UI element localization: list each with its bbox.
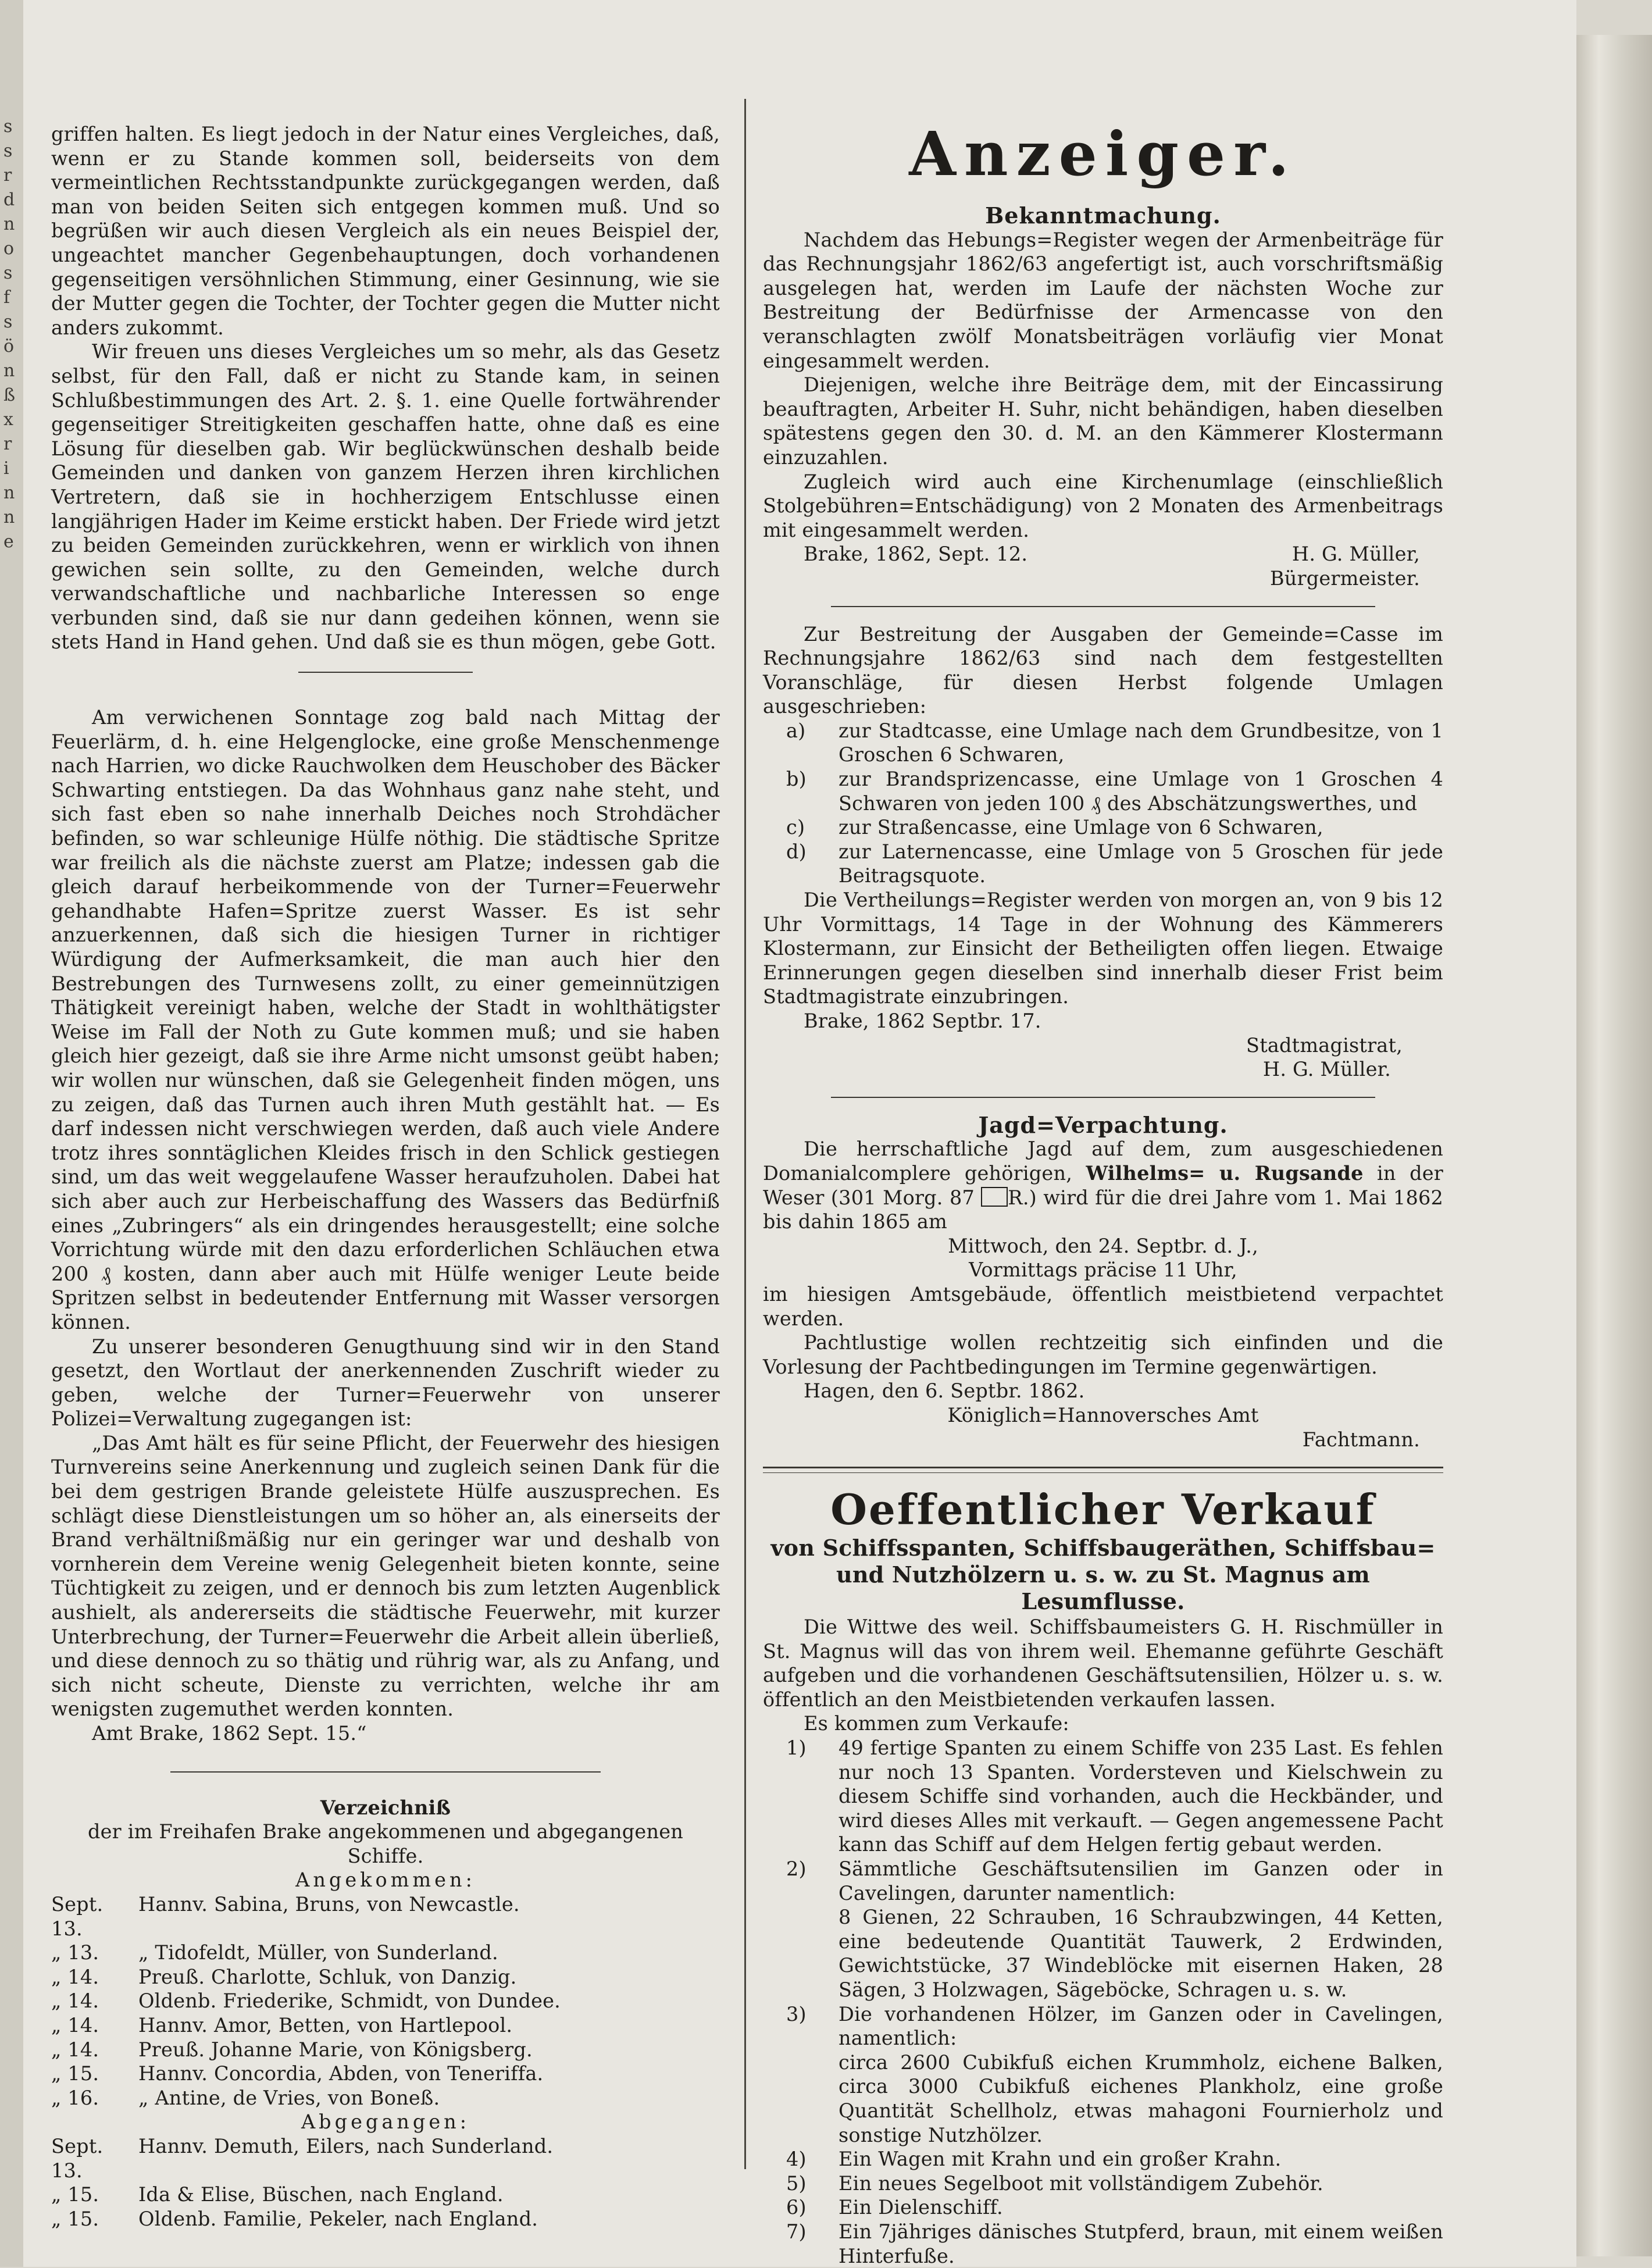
bekanntmachung-paragraph-1: Nachdem das Hebungs=Register wegen der Armenbeiträge für das Rechnungsjahr 1862/63 angefertigt ist, auch vorschriftsmäßig ausgelegen hat, werden im Laufe der nächsten Woche zur Bestreitung der Bedürfnisse der Armencasse von den veranschlagten zwölf Monatsbeiträgen vorläufig vier Monat eingesammelt werden. xyxy=(763,228,1443,372)
jagd-paragraph-2: im hiesigen Amtsgebäude, öffentlich meistbietend verpachtet werden. xyxy=(763,1282,1443,1330)
ship-entry: Hannv. Demuth, Eilers, nach Sunderland. xyxy=(138,2134,554,2158)
jagd-paragraph-3: Pachtlustige wollen rechtzeitig sich einfinden und die Vorlesung der Pachtbedingungen im Termine gegenwärtigen. xyxy=(763,1331,1443,1378)
verkauf-subtitle: von Schiffsspanten, Schiffsbaugeräthen, Schiffsbau= und Nutzhölzern u. s. w. zu St. Magnus am Lesumflusse. xyxy=(770,1535,1436,1615)
ship-entry: Preuß. Charlotte, Schluk, von Danzig. xyxy=(138,1965,517,1988)
article-feuer-paragraph-2: Zu unserer besonderen Genugthuung sind wir in den Stand gesetzt, den Wortlaut der anerkennenden Zuschrift wieder zu geben, welche der Turner=Feuerwehr von unserer Polizei=Verwaltung zugegangen ist: xyxy=(51,1335,720,1431)
ship-date: „ 15. xyxy=(51,2183,99,2206)
verkauf-item xyxy=(763,2147,1443,2171)
ship-date: „ 16. xyxy=(51,2086,99,2109)
umlage-signature-1: Stadtmagistrat, xyxy=(1246,1033,1403,1057)
ship-date: „ 14. xyxy=(51,1989,99,2013)
bekanntmachung-signature-title: Bürgermeister. xyxy=(1269,566,1420,590)
ship-entry: Oldenb. Friederike, Schmidt, von Dundee. xyxy=(138,1989,561,2013)
bekanntmachung-title: Bekanntmachung. xyxy=(985,202,1221,229)
verkauf-item xyxy=(763,2220,1443,2268)
ship-row xyxy=(51,2207,720,2231)
verkauf-item xyxy=(763,1905,1443,2002)
margin-letter: i xyxy=(3,458,9,479)
ships-list-title: Verzeichniß xyxy=(320,1796,451,1819)
arrived-ships-list xyxy=(51,1892,720,2110)
ship-date: „ 14. xyxy=(51,1965,99,1988)
umlage-list xyxy=(763,719,1443,888)
verkauf-item-text: Die vorhandenen Hölzer, im Ganzen oder in Cavelingen, namentlich: xyxy=(839,2002,1443,2050)
verkauf-paragraph-2: Es kommen zum Verkaufe: xyxy=(804,1712,1069,1735)
ship-date: „ 14. xyxy=(51,2038,99,2061)
ship-entry: Hannv. Amor, Betten, von Hartlepool. xyxy=(138,2013,513,2037)
verkauf-item-text: 49 fertige Spanten zu einem Schiffe von 235 Last. Es fehlen nur noch 13 Spanten. Vordersteven und Kielschwein zu diesem Schiffe sind vorhanden, auch die Heckbänder, und wird dieses Alles mit verkauft. — Gegen angemessene Pacht kann das Schiff auf dem Helgen fertig gebaut werden. xyxy=(839,1736,1443,1856)
jagd-text-c: in der Weser (301 Morg. 87 xyxy=(763,1161,1443,1209)
jagd-paragraph-1 xyxy=(763,1137,1443,1233)
umlage-paragraph-2: Die Vertheilungs=Register werden von morgen an, von 9 bis 12 Uhr Vormittags, 14 Tage in der Wohnung des Kämmerers Klostermann, zur Einsicht der Betheiligten offen liegen. Etwaige Erinnerungen gegen dieselben sind innerhalb dieser Frist beim Stadtmagistrate einzubringen. xyxy=(763,889,1443,1008)
verkauf-item-text: Ein neues Segelboot mit vollständigem Zubehör. xyxy=(839,2171,1323,2195)
page-edge-shadow xyxy=(1576,35,1652,2256)
umlage-item-text: zur Brandsprizencasse, eine Umlage von 1 Groschen 4 Schwaren von jeden 100 ₰ des Abschätzungswerthes, und xyxy=(839,768,1443,815)
verkauf-item-mark: 6) xyxy=(786,2196,807,2219)
verkauf-title: Oeffentlicher Verkauf xyxy=(830,1485,1376,1535)
jagd-text-d: R.) wird für die drei Jahre vom 1. Mai 1862 bis dahin 1865 am xyxy=(763,1186,1443,1233)
ship-entry: Preuß. Johanne Marie, von Königsberg. xyxy=(138,2038,533,2061)
umlage-signature-2: H. G. Müller. xyxy=(1262,1058,1391,1081)
margin-letter: s xyxy=(3,116,13,137)
ship-date: „ 15. xyxy=(51,2207,99,2230)
umlage-paragraph-1: Zur Bestreitung der Ausgaben der Gemeinde=Casse im Rechnungsjahre 1862/63 sind nach dem festgestellten Voranschläge, für diesen Herbst folgende Umlagen ausgeschrieben: xyxy=(763,622,1443,718)
verkauf-item-mark: 3) xyxy=(786,2002,807,2025)
ship-row xyxy=(51,2062,720,2086)
section-divider-double xyxy=(763,1467,1443,1473)
margin-letter: e xyxy=(3,532,14,552)
ship-entry: Hannv. Sabina, Bruns, von Newcastle. xyxy=(138,1892,520,1916)
verkauf-item-mark: 4) xyxy=(786,2148,807,2171)
ships-list-subtitle: der im Freihafen Brake angekommenen und abgegangenen Schiffe. xyxy=(87,1820,684,1867)
umlage-item xyxy=(763,719,1443,767)
umlage-item xyxy=(763,840,1443,888)
departed-ships-list xyxy=(51,2134,720,2231)
bekanntmachung-signature: H. G. Müller, xyxy=(1291,543,1420,566)
jagd-date-1: Mittwoch, den 24. Septbr. d. J., xyxy=(948,1234,1258,1257)
margin-letter: d xyxy=(3,190,15,210)
section-divider xyxy=(298,672,473,673)
ship-date: „ 13. xyxy=(51,1941,99,1964)
umlage-item-mark: a) xyxy=(786,719,806,742)
ship-date: Sept. 13. xyxy=(51,1892,104,1940)
section-divider xyxy=(831,1097,1375,1098)
jagd-place-date: Hagen, den 6. Septbr. 1862. xyxy=(804,1379,1085,1403)
verkauf-paragraph-1: Die Wittwe des weil. Schiffsbaumeisters G. H. Rischmüller in St. Magnus will das von ihrem weil. Ehemanne geführte Geschäft aufgeben und die vorhandenen Geschäftsutensilien, Hölzer u. s. w. öffentlich an den Meistbietenden verkaufen lassen. xyxy=(763,1616,1443,1711)
umlage-item-text: zur Laternencasse, eine Umlage von 5 Groschen für jede Beitragsquote. xyxy=(839,840,1443,887)
ship-entry: „ Tidofeldt, Müller, von Sunderland. xyxy=(138,1941,498,1964)
jagd-text-a: Die herrschaftliche Jagd auf dem, zum ausgeschiedenen Domanialcomplere gehörigen, xyxy=(763,1137,1443,1185)
left-column xyxy=(51,122,720,2231)
margin-letter: o xyxy=(3,238,15,259)
margin-letter: r xyxy=(3,165,12,186)
margin-letter: s xyxy=(3,312,13,332)
margin-letter: n xyxy=(3,214,15,234)
umlage-item-mark: c) xyxy=(786,816,805,839)
margin-letter: x xyxy=(3,409,13,430)
ship-row xyxy=(51,1965,720,1989)
bekanntmachung-place-date: Brake, 1862, Sept. 12. xyxy=(804,543,1028,566)
verkauf-list xyxy=(763,1736,1443,2268)
adjacent-page-strip xyxy=(0,0,24,2267)
umlage-item-text: zur Stadtcasse, eine Umlage nach dem Grundbesitze, von 1 Groschen 6 Schwaren, xyxy=(839,719,1443,766)
margin-letter: s xyxy=(3,141,13,161)
article-feuer-quote: „Das Amt hält es für seine Pflicht, der Feuerwehr des hiesigen Turnvereins seine Anerkennung und zugleich seinen Dank für die bei dem gestrigen Brande geleistete Hülfe auszusprechen. Es schlägt diese Dienstleistungen um so höher an, als einerseits der Brand verhältnißmäßig nur ein geringer war und deshalb von vornherein dem Vereine wenig Gelegenheit bieten konnte, seine Tüchtigkeit zu zeigen, und er dennoch bis zum letzten Augenblick aushielt, als andererseits die städtische Feuerwehr, mit kurzer Unterbrechung, der Turner=Feuerwehr die Arbeit allein überließ, und diese dennoch zu so thätig und rührig war, als zu Anfang, und sich nicht scheute, Dienste zu verrichten, welche ihr am wenigsten zugemuthet werden konnten. xyxy=(51,1431,720,1721)
ship-entry: Oldenb. Familie, Pekeler, nach England. xyxy=(138,2207,538,2230)
verkauf-item xyxy=(763,1736,1443,1857)
margin-letter: n xyxy=(3,483,15,503)
jagd-signature: Fachtmann. xyxy=(1302,1428,1420,1451)
verkauf-item-text: 8 Gienen, 22 Schrauben, 16 Schraubzwingen, 44 Ketten, eine bedeutende Quantität Tauwerk, 2 Erdwinden, Gewichtstücke, 37 Windeblöcke mit eisernen Haken, 28 Sägen, 3 Holzwagen, Sägeböcke, Schragen u. s. w. xyxy=(839,1906,1443,2001)
verkauf-item-text: Ein Dielenschiff. xyxy=(839,2196,1003,2219)
umlage-item-mark: b) xyxy=(786,768,807,791)
margin-letter: n xyxy=(3,361,15,381)
margin-letter: ö xyxy=(3,336,15,356)
verkauf-item xyxy=(763,1857,1443,1905)
ship-row xyxy=(51,2038,720,2062)
article-feuer-signature: Amt Brake, 1862 Sept. 15.“ xyxy=(92,1722,367,1745)
verkauf-item-mark xyxy=(763,1905,839,2002)
column-divider xyxy=(744,99,746,2169)
article-vergleich-paragraph-2: Wir freuen uns dieses Vergleiches um so mehr, als das Gesetz selbst, für den Fall, daß er nicht zu Stande kam, in seinen Schlußbestimmungen des Art. 2. §. 1. eine Quelle fortwährender gegenseitiger Streitigkeiten geschaffen hatte, ohne daß es eine Lösung für dieselben gab. Wir beglückwünschen deshalb beide Gemeinden und danken von ganzem Herzen ihren kirchlichen Vertretern, daß sie in hochherzigem Entschlusse einen langjährigen Hader im Keime erstickt haben. Der Friede wird jetzt zu beiden Gemeinden zurückkehren, wenn er wirklich von ihnen gewichen sein sollte, zu den Gemeinden, welche durch verwandschaftliche und nachbarliche Interessen so enge verbunden sind, daß sie nur dann gedeihen können, wenn sie stets Hand in Hand gehen. Und daß sie es thun mögen, gebe Gott. xyxy=(51,340,720,654)
verkauf-item-mark: 7) xyxy=(786,2220,807,2243)
umlage-item-text: zur Straßencasse, eine Umlage von 6 Schwaren, xyxy=(839,816,1323,839)
jagd-location: Wilhelms= u. Rugsande xyxy=(1086,1161,1364,1185)
ship-row xyxy=(51,1892,720,1941)
verkauf-item-mark: 2) xyxy=(786,1857,807,1881)
section-divider xyxy=(170,1771,601,1773)
square-rod-symbol xyxy=(981,1187,1008,1207)
newspaper-page xyxy=(23,0,1576,2267)
umlage-item xyxy=(763,815,1443,840)
bekanntmachung-footer xyxy=(763,542,1443,566)
verkauf-item xyxy=(763,2002,1443,2051)
ship-entry: „ Antine, de Vries, von Boneß. xyxy=(138,2086,440,2109)
ship-date: „ 15. xyxy=(51,2062,99,2085)
umlage-item-mark: d) xyxy=(786,840,807,863)
article-feuer-paragraph-1: Am verwichenen Sonntage zog bald nach Mittag der Feuerlärm, d. h. eine Helgenglocke, eine große Menschenmenge nach Harrien, wo dicke Rauchwolken dem Heuschober des Bäcker Schwarting entstiegen. Da das Wohnhaus ganz nahe steht, und sich fast eben so nahe innerhalb Deiches noch Strohdächer befinden, so war schleunige Hülfe nöthig. Die städtische Spritze war freilich als die nächste zuerst am Platze; indessen gab die gleich darauf herbeikommende von der Turner=Feuerwehr gehandhabte Hafen=Spritze zuerst Wasser. Es ist sehr anzuerkennen, daß sich die hiesigen Turner in richtiger Würdigung der Aufmerksamkeit, die man auch hier den Bestrebungen des Turnwesens zollt, zu einer gemeinnützigen Thätigkeit vereinigt haben, welche der Stadt in wohlthätigster Weise im Fall der Noth zu Gute kommen muß; und sie haben gleich hier gezeigt, daß sie ihre Arme nicht umsonst geübt haben; wir wollen nur wünschen, daß sie Gelegenheit finden mögen, uns zu zeigen, daß das Turnen auch ihren Muth gestählt hat. — Es darf indessen nicht verschwiegen werden, daß auch viele Andere trotz ihres sonntäglichen Kleides frisch in den Schlick gestiegen sind, um das weit weggelaufene Wasser heraufzuholen. Dabei hat sich aber auch zur Herbeischaffung des Wassers das Bedürfniß eines „Zubringers“ als ein dringendes herausgestellt; eine solche Vorrichtung würde mit den dazu erforderlichen Schläuchen etwa 200 ₰ kosten, dann aber auch mit Hülfe weniger Leute beide Spritzen selbst in bedeutender Entfernung mit Wasser versorgen können. xyxy=(51,706,720,1333)
margin-letter: ß xyxy=(3,385,16,405)
verkauf-item-mark: 1) xyxy=(786,1736,807,1760)
ship-date: Sept. 13. xyxy=(51,2134,104,2182)
umlage-place-date: Brake, 1862 Septbr. 17. xyxy=(804,1010,1041,1032)
section-divider xyxy=(831,606,1375,607)
verkauf-item-mark: 5) xyxy=(786,2171,807,2195)
departed-heading: Abgegangen: xyxy=(301,2110,470,2134)
umlage-item xyxy=(763,767,1443,815)
bekanntmachung-paragraph-3: Zugleich wird auch eine Kirchenumlage (einschließlich Stolgebühren=Entschädigung) von 2 Monaten des Armenbeitrags mit eingesammelt werden. xyxy=(763,470,1443,541)
verkauf-item-text: Sämmtliche Geschäftsutensilien im Ganzen oder in Cavelingen, darunter namentlich: xyxy=(839,1857,1443,1905)
jagd-amt: Königlich=Hannoversches Amt xyxy=(947,1403,1259,1427)
verkauf-item-mark xyxy=(763,2051,839,2147)
arrived-heading: Angekommen: xyxy=(295,1868,476,1892)
jagd-title: Jagd=Verpachtung. xyxy=(978,1111,1228,1138)
ship-row xyxy=(51,2086,720,2110)
margin-letter: s xyxy=(3,263,13,283)
ship-row xyxy=(51,2013,720,2038)
verkauf-item xyxy=(763,2051,1443,2147)
ship-row xyxy=(51,2183,720,2207)
verkauf-item-text: circa 2600 Cubikfuß eichen Krummholz, eichene Balken, circa 3000 Cubikfuß eichenes Plankholz, eine große Quantität Schellholz, etwas mahagoni Fournierholz und sonstige Nutzhölzer. xyxy=(839,2051,1443,2146)
right-column xyxy=(763,118,1443,2268)
ship-row xyxy=(51,1989,720,2013)
bekanntmachung-paragraph-2: Diejenigen, welche ihre Beiträge dem, mit der Eincassirung beauftragten, Arbeiter H. Suhr, nicht behändigen, haben dieselben spätestens gegen den 30. d. M. an den Kämmerer Klostermann einzuzahlen. xyxy=(763,373,1443,469)
jagd-date-2: Vormittags präcise 11 Uhr, xyxy=(969,1258,1237,1282)
ship-row xyxy=(51,2134,720,2183)
ship-entry: Ida & Elise, Büschen, nach England. xyxy=(138,2183,504,2206)
margin-letter: f xyxy=(3,287,10,308)
verkauf-item-text: Ein Wagen mit Krahn und ein großer Krahn. xyxy=(839,2148,1282,2171)
ship-date: „ 14. xyxy=(51,2013,99,2037)
verkauf-item xyxy=(763,2195,1443,2220)
ship-entry: Hannv. Concordia, Abden, von Teneriffa. xyxy=(138,2062,544,2085)
margin-letter: n xyxy=(3,507,15,527)
ship-row xyxy=(51,1941,720,1965)
article-vergleich-paragraph-1: griffen halten. Es liegt jedoch in der Natur eines Vergleiches, daß, wenn er zu Stande kommen soll, beiderseits von dem vermeintlichen Rechtsstandpunkte zurückgegangen werden, daß man von beiden Seiten sich entgegen kommen muß. Und so begrüßen wir auch diesen Vergleich als ein neues Beispiel der, ungeachtet mancher Gegenbehauptungen, doch vorhandenen gegenseitigen versöhnlichen Stimmung, einer Gesinnung, wie sie der Mutter gegen die Tochter, der Tochter gegen die Mutter nicht anders zukommt. xyxy=(51,123,720,339)
verkauf-item xyxy=(763,2171,1443,2196)
verkauf-item-text: Ein 7jähriges dänisches Stutpferd, braun, mit einem weißen Hinterfuße. xyxy=(839,2220,1443,2267)
margin-letter: r xyxy=(3,434,12,454)
anzeiger-header: Anzeiger. xyxy=(909,118,1297,190)
